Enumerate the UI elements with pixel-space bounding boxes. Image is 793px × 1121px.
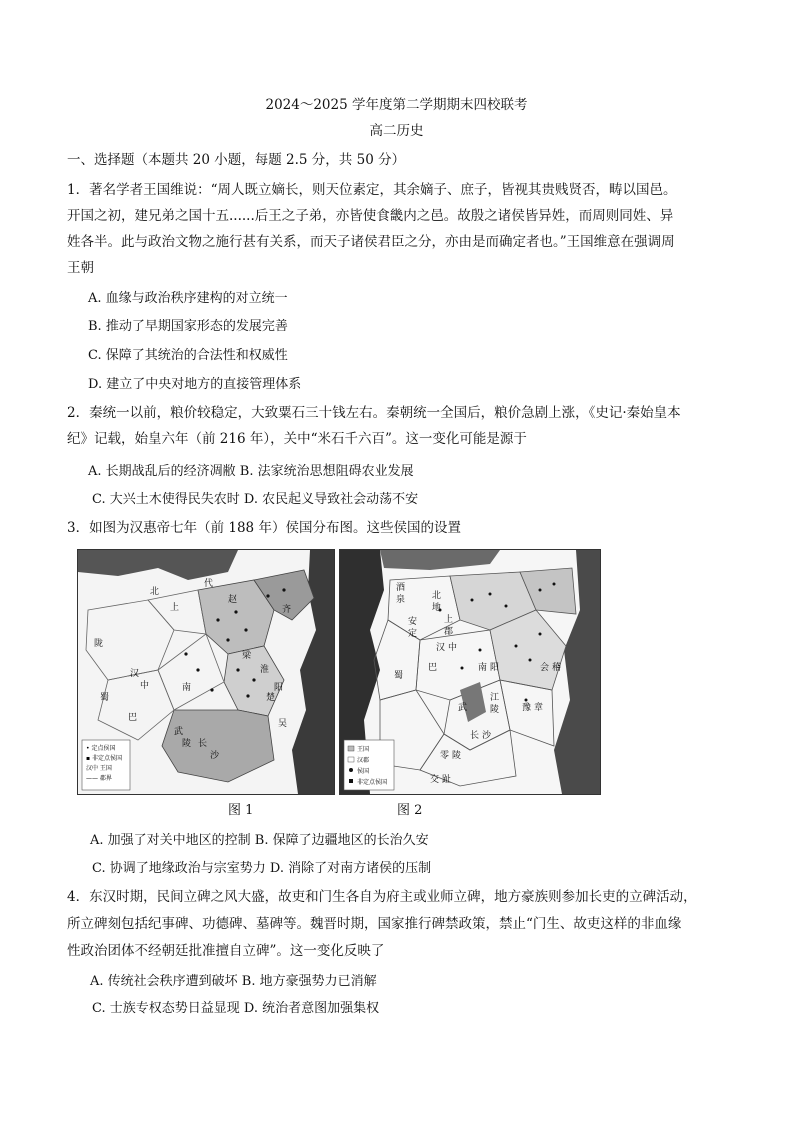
fig1-place-label: 南 xyxy=(182,683,192,693)
fig1-place-label: 巴 xyxy=(128,713,138,723)
exam-title: 2024～2025 学年度第二学期期末四校联考 xyxy=(265,97,528,113)
fig1-place-label: 齐 xyxy=(282,605,292,615)
fig1-place-label: 淮 xyxy=(260,665,270,675)
fig2-legend-item: 非定点侯国 xyxy=(357,779,388,786)
fig1-place-label: 吴 xyxy=(278,719,288,729)
fig1-place-label: 陇 xyxy=(94,639,104,649)
map-figure-2-drawing xyxy=(340,550,600,794)
fig1-place-label: 北 xyxy=(150,587,160,597)
fig1-place-label: 蜀 xyxy=(100,693,110,703)
section-heading: 一、选择题（本题共 20 小题，每题 2.5 分，共 50 分） xyxy=(67,152,406,168)
fig1-legend-item: —— 郡界 xyxy=(86,775,112,782)
q1-stem-line: 王朝 xyxy=(67,260,94,276)
fig1-place-label: 汉 xyxy=(130,669,140,679)
q2-option-cd[interactable]: C. 大兴土木使得民失农时 D. 农民起义导致社会动荡不安 xyxy=(92,492,419,507)
figure-2-caption: 图 2 xyxy=(397,803,423,818)
fig2-place-label: 陵 xyxy=(490,705,500,715)
fig1-place-label: 陵 xyxy=(182,739,192,749)
fig2-place-label: 泉 xyxy=(396,595,406,605)
q1-stem-line: 开国之初，建兄弟之国十五......后王之子弟，亦皆使食畿内之邑。故殷之诸侯皆异姓，而周则同姓、异 xyxy=(67,208,674,224)
fig1-place-label: 赵 xyxy=(228,595,238,605)
fig2-legend-item: 汉郡 xyxy=(357,757,370,764)
fig2-place-label: 安 xyxy=(408,617,418,627)
map-figure-1-drawing xyxy=(78,550,334,794)
fig1-place-label: 代 xyxy=(204,579,214,589)
fig2-place-label: 阳 xyxy=(490,663,500,673)
q4-stem-line: 性政治团体不经朝廷批准擅自立碑”。这一变化反映了 xyxy=(67,943,385,959)
q3-option-cd[interactable]: C. 协调了地缘政治与宗室势力 D. 消除了对南方诸侯的压制 xyxy=(92,861,432,876)
fig2-place-label: 陵 xyxy=(452,751,462,761)
fig1-legend-item: 汉中 王国 xyxy=(86,765,112,772)
fig2-place-label: 中 xyxy=(448,643,458,653)
fig2-place-label: 地 xyxy=(432,603,442,613)
fig1-place-label: 长 xyxy=(198,739,208,749)
subject-title: 高二历史 xyxy=(369,123,424,139)
fig1-place-label: 沙 xyxy=(210,751,220,761)
fig2-place-label: 长 xyxy=(470,731,480,741)
q1-stem-line: 姓各半。此与政治文物之施行甚有关系，而天子诸侯君臣之分，亦由是而确定者也。”王国维意在强调周 xyxy=(67,234,675,250)
fig1-place-label: 梁 xyxy=(242,651,252,661)
q3-option-ab[interactable]: A. 加强了对关中地区的控制 B. 保障了边疆地区的长治久安 xyxy=(90,833,429,848)
fig2-place-label: 定 xyxy=(408,629,418,639)
fig1-place-label: 中 xyxy=(140,681,150,691)
fig2-place-label: 蜀 xyxy=(394,671,404,681)
q1-option-b[interactable]: B. 推动了早期国家形态的发展完善 xyxy=(88,319,288,334)
q1-option-d[interactable]: D. 建立了中央对地方的直接管理体系 xyxy=(88,377,302,392)
fig2-place-label: 上 xyxy=(444,615,454,625)
fig2-place-label: 会 xyxy=(540,663,550,673)
fig2-place-label: 酒 xyxy=(396,583,406,593)
fig2-place-label: 交 xyxy=(430,775,440,785)
q4-option-ab[interactable]: A. 传统社会秩序遭到破坏 B. 地方豪强势力已消解 xyxy=(90,974,377,989)
fig1-legend-item: • 定点侯国 xyxy=(86,745,116,752)
fig2-place-label: 江 xyxy=(490,693,500,703)
fig1-place-label: 武 xyxy=(174,727,184,737)
fig2-place-label: 南 xyxy=(478,663,488,673)
q3-stem-line: 3．如图为汉惠帝七年（前 188 年）侯国分布图。这些侯国的设置 xyxy=(67,520,461,536)
fig2-place-label: 北 xyxy=(432,591,442,601)
fig2-place-label: 稽 xyxy=(552,663,562,673)
q1-stem-line: 1．著名学者王国维说：“周人既立嫡长，则天位素定，其余嫡子、庶子，皆视其贵贱贤否，畴以国邑。 xyxy=(67,182,677,198)
fig2-legend-item: 侯国 xyxy=(357,768,370,775)
fig2-place-label: 郡 xyxy=(444,627,454,637)
fig1-place-label: 楚 xyxy=(266,693,276,703)
q1-option-c[interactable]: C. 保障了其统治的合法性和权威性 xyxy=(88,348,288,363)
q2-stem-line: 2．秦统一以前，粮价较稳定，大致粟石三十钱左右。秦朝统一全国后，粮价急剧上涨，《史记·秦始皇本 xyxy=(67,405,681,421)
fig1-place-label: 阳 xyxy=(274,683,284,693)
q4-stem-line: 所立碑刻包括纪事碑、功德碑、墓碑等。魏晋时期，国家推行碑禁政策，禁止“门生、故吏这样的非血缘 xyxy=(67,916,682,932)
fig2-place-label: 沙 xyxy=(482,731,492,741)
q4-stem-line: 4．东汉时期，民间立碑之风大盛，故吏和门生各自为府主或业师立碑，地方豪族则参加长吏的立碑活动， xyxy=(67,889,697,905)
figure-1-caption: 图 1 xyxy=(228,803,254,818)
q2-option-ab[interactable]: A. 长期战乱后的经济凋敝 B. 法家统治思想阻碍农业发展 xyxy=(88,464,414,479)
q2-stem-line: 纪》记载，始皇六年（前 216 年），关中“米石千六百”。这一变化可能是源于 xyxy=(67,431,527,447)
map-figure-1 xyxy=(77,549,335,795)
fig2-place-label: 汉 xyxy=(436,643,446,653)
fig2-legend-item: 王国 xyxy=(357,746,370,753)
fig1-legend-item: ▪ 非定点侯国 xyxy=(86,755,122,762)
fig2-place-label: 趾 xyxy=(442,775,452,785)
fig2-place-label: 零 xyxy=(440,751,450,761)
fig1-place-label: 上 xyxy=(170,603,180,613)
map-figure-2 xyxy=(339,549,601,795)
fig2-place-label: 章 xyxy=(534,703,544,713)
q4-option-cd[interactable]: C. 士族专权态势日益显现 D. 统治者意图加强集权 xyxy=(92,1001,380,1016)
q1-option-a[interactable]: A. 血缘与政治秩序建构的对立统一 xyxy=(88,291,288,306)
fig2-place-label: 巴 xyxy=(428,663,438,673)
fig2-place-label: 豫 xyxy=(522,703,532,713)
fig2-place-label: 武 xyxy=(458,703,468,713)
